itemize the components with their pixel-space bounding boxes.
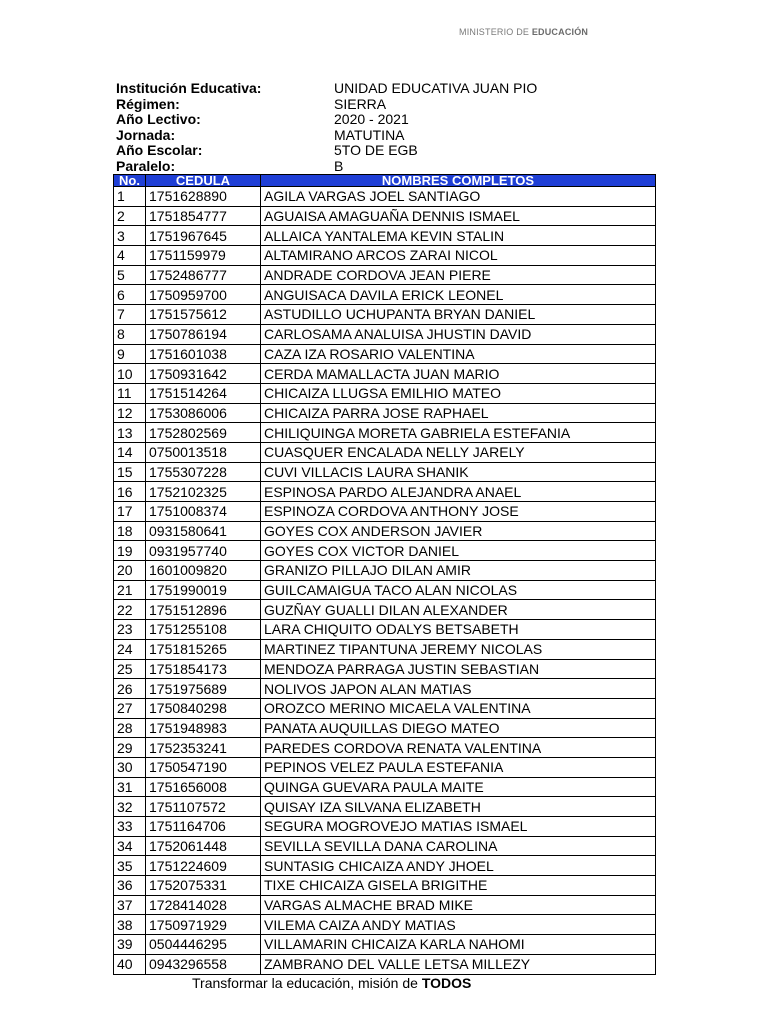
cell-cedula: 1751107572 xyxy=(146,797,261,817)
table-row xyxy=(114,226,656,246)
cell-cedula: 1753086006 xyxy=(146,403,261,423)
cell-cedula: 1751164706 xyxy=(146,817,261,837)
table-row xyxy=(114,698,656,718)
cell-cedula: 1751975689 xyxy=(146,679,261,699)
cell-no: 9 xyxy=(114,344,146,364)
table-row xyxy=(114,206,656,226)
cell-cedula: 1752102325 xyxy=(146,482,261,502)
cell-cedula: 1750959700 xyxy=(146,285,261,305)
info-value: B xyxy=(334,157,344,174)
cell-cedula: 0504446295 xyxy=(146,935,261,955)
table-row xyxy=(114,502,656,522)
cell-cedula: 1751224609 xyxy=(146,856,261,876)
table-row xyxy=(114,265,656,285)
cell-no: 17 xyxy=(114,502,146,522)
cell-cedula: 1751601038 xyxy=(146,344,261,364)
table-row xyxy=(114,344,656,364)
cell-cedula: 1751948983 xyxy=(146,718,261,738)
cell-nombre: CAZA IZA ROSARIO VALENTINA xyxy=(261,344,656,364)
header-nombres: NOMBRES COMPLETOS xyxy=(261,175,656,187)
table-row xyxy=(114,915,656,935)
cell-no: 24 xyxy=(114,639,146,659)
table-row xyxy=(114,561,656,581)
cell-no: 14 xyxy=(114,442,146,462)
cell-no: 33 xyxy=(114,817,146,837)
footer-slogan xyxy=(192,975,471,991)
cell-nombre: PAREDES CORDOVA RENATA VALENTINA xyxy=(261,738,656,758)
cell-no: 38 xyxy=(114,915,146,935)
cell-nombre: PEPINOS VELEZ PAULA ESTEFANIA xyxy=(261,757,656,777)
table-row xyxy=(114,659,656,679)
cell-nombre: CUASQUER ENCALADA NELLY JARELY xyxy=(261,442,656,462)
cell-no: 11 xyxy=(114,383,146,403)
cell-no: 3 xyxy=(114,226,146,246)
table-row xyxy=(114,383,656,403)
table-row xyxy=(114,876,656,896)
cell-no: 36 xyxy=(114,876,146,896)
cell-cedula: 1751854173 xyxy=(146,659,261,679)
cell-nombre: VILLAMARIN CHICAIZA KARLA NAHOMI xyxy=(261,935,656,955)
table-row xyxy=(114,797,656,817)
cell-nombre: CHILIQUINGA MORETA GABRIELA ESTEFANIA xyxy=(261,423,656,443)
cell-nombre: GUZÑAY GUALLI DILAN ALEXANDER xyxy=(261,600,656,620)
cell-no: 32 xyxy=(114,797,146,817)
cell-cedula: 0750013518 xyxy=(146,442,261,462)
cell-cedula: 1750840298 xyxy=(146,698,261,718)
table-row xyxy=(114,738,656,758)
table-row xyxy=(114,482,656,502)
cell-cedula: 0931957740 xyxy=(146,541,261,561)
table-row xyxy=(114,364,656,384)
cell-cedula: 0943296558 xyxy=(146,954,261,974)
cell-cedula: 1752061448 xyxy=(146,836,261,856)
cell-cedula: 1752802569 xyxy=(146,423,261,443)
cell-cedula: 1755307228 xyxy=(146,462,261,482)
cell-no: 12 xyxy=(114,403,146,423)
table-row xyxy=(114,817,656,837)
table-row xyxy=(114,856,656,876)
cell-nombre: LARA CHIQUITO ODALYS BETSABETH xyxy=(261,620,656,640)
cell-nombre: GOYES COX VICTOR DANIEL xyxy=(261,541,656,561)
cell-no: 31 xyxy=(114,777,146,797)
info-label: Régimen: xyxy=(116,95,180,112)
cell-no: 29 xyxy=(114,738,146,758)
table-row xyxy=(114,423,656,443)
cell-cedula: 1751656008 xyxy=(146,777,261,797)
table-row xyxy=(114,305,656,325)
cell-cedula: 1751854777 xyxy=(146,206,261,226)
info-label: Institución Educativa: xyxy=(116,80,262,96)
table-row xyxy=(114,246,656,266)
cell-nombre: ESPINOZA CORDOVA ANTHONY JOSE xyxy=(261,502,656,522)
cell-cedula: 1751575612 xyxy=(146,305,261,325)
cell-cedula: 1752353241 xyxy=(146,738,261,758)
cell-no: 20 xyxy=(114,561,146,581)
table-row xyxy=(114,954,656,974)
cell-cedula: 1752486777 xyxy=(146,265,261,285)
header-cedula: CEDULA xyxy=(146,175,261,187)
cell-nombre: NOLIVOS JAPON ALAN MATIAS xyxy=(261,679,656,699)
cell-nombre: PANATA AUQUILLAS DIEGO MATEO xyxy=(261,718,656,738)
cell-no: 4 xyxy=(114,246,146,266)
table-row xyxy=(114,777,656,797)
cell-cedula: 1728414028 xyxy=(146,895,261,915)
cell-no: 22 xyxy=(114,600,146,620)
table-row xyxy=(114,324,656,344)
cell-cedula: 1751628890 xyxy=(146,187,261,207)
cell-no: 30 xyxy=(114,757,146,777)
cell-cedula: 1750547190 xyxy=(146,757,261,777)
cell-nombre: GRANIZO PILLAJO DILAN AMIR xyxy=(261,561,656,581)
table-row xyxy=(114,679,656,699)
table-row xyxy=(114,187,656,207)
cell-cedula: 1601009820 xyxy=(146,561,261,581)
table-row xyxy=(114,580,656,600)
cell-no: 27 xyxy=(114,698,146,718)
cell-no: 13 xyxy=(114,423,146,443)
cell-nombre: GOYES COX ANDERSON JAVIER xyxy=(261,521,656,541)
info-label: Año Escolar: xyxy=(116,142,203,158)
cell-cedula: 1751815265 xyxy=(146,639,261,659)
footer-text: Transformar la educación, misión de xyxy=(192,975,422,991)
cell-cedula: 1750971929 xyxy=(146,915,261,935)
cell-cedula: 1751967645 xyxy=(146,226,261,246)
cell-no: 34 xyxy=(114,836,146,856)
cell-nombre: SEGURA MOGROVEJO MATIAS ISMAEL xyxy=(261,817,656,837)
cell-nombre: VILEMA CAIZA ANDY MATIAS xyxy=(261,915,656,935)
cell-no: 1 xyxy=(114,187,146,207)
cell-cedula: 1750931642 xyxy=(146,364,261,384)
cell-nombre: ZAMBRANO DEL VALLE LETSA MILLEZY xyxy=(261,954,656,974)
cell-no: 8 xyxy=(114,324,146,344)
cell-nombre: SEVILLA SEVILLA DANA CAROLINA xyxy=(261,836,656,856)
cell-no: 16 xyxy=(114,482,146,502)
cell-nombre: CARLOSAMA ANALUISA JHUSTIN DAVID xyxy=(261,324,656,344)
cell-no: 35 xyxy=(114,856,146,876)
cell-nombre: CHICAIZA LLUGSA EMILHIO MATEO xyxy=(261,383,656,403)
footer-bold: TODOS xyxy=(421,975,472,991)
table-row xyxy=(114,285,656,305)
info-value: MATUTINA xyxy=(334,126,405,143)
cell-no: 19 xyxy=(114,541,146,561)
table-row xyxy=(114,836,656,856)
table-row xyxy=(114,639,656,659)
cell-nombre: CERDA MAMALLACTA JUAN MARIO xyxy=(261,364,656,384)
cell-no: 2 xyxy=(114,206,146,226)
cell-nombre: CUVI VILLACIS LAURA SHANIK xyxy=(261,462,656,482)
table-row xyxy=(114,442,656,462)
table-row xyxy=(114,541,656,561)
cell-nombre: MARTINEZ TIPANTUNA JEREMY NICOLAS xyxy=(261,639,656,659)
cell-no: 10 xyxy=(114,364,146,384)
cell-no: 40 xyxy=(114,954,146,974)
table-row xyxy=(114,895,656,915)
cell-cedula: 1751514264 xyxy=(146,383,261,403)
cell-cedula: 0931580641 xyxy=(146,521,261,541)
cell-nombre: ALTAMIRANO ARCOS ZARAI NICOL xyxy=(261,246,656,266)
cell-no: 18 xyxy=(114,521,146,541)
info-label: Paralelo: xyxy=(116,157,176,174)
cell-no: 5 xyxy=(114,265,146,285)
table-header-row xyxy=(114,175,656,187)
ministerio-prefix: MINISTERIO DE xyxy=(459,27,532,37)
info-value: 5TO DE EGB xyxy=(334,142,418,158)
cell-nombre: OROZCO MERINO MICAELA VALENTINA xyxy=(261,698,656,718)
info-label: Jornada: xyxy=(116,126,176,143)
cell-nombre: AGUAISA AMAGUAÑA DENNIS ISMAEL xyxy=(261,206,656,226)
cell-no: 21 xyxy=(114,580,146,600)
table-row xyxy=(114,462,656,482)
cell-nombre: VARGAS ALMACHE BRAD MIKE xyxy=(261,895,656,915)
cell-nombre: QUINGA GUEVARA PAULA MAITE xyxy=(261,777,656,797)
info-label: Año Lectivo: xyxy=(116,111,201,127)
student-roster-table xyxy=(113,174,656,975)
cell-no: 37 xyxy=(114,895,146,915)
header-no: No. xyxy=(114,175,146,187)
table-row xyxy=(114,600,656,620)
info-value: SIERRA xyxy=(334,95,387,112)
cell-cedula: 1751008374 xyxy=(146,502,261,522)
cell-nombre: SUNTASIG CHICAIZA ANDY JHOEL xyxy=(261,856,656,876)
cell-no: 23 xyxy=(114,620,146,640)
cell-nombre: ALLAICA YANTALEMA KEVIN STALIN xyxy=(261,226,656,246)
cell-nombre: ANGUISACA DAVILA ERICK LEONEL xyxy=(261,285,656,305)
cell-nombre: TIXE CHICAIZA GISELA BRIGITHE xyxy=(261,876,656,896)
table-row xyxy=(114,935,656,955)
table-row xyxy=(114,521,656,541)
info-value: UNIDAD EDUCATIVA JUAN PIO xyxy=(334,80,538,96)
cell-no: 25 xyxy=(114,659,146,679)
cell-no: 39 xyxy=(114,935,146,955)
table-row xyxy=(114,620,656,640)
cell-no: 15 xyxy=(114,462,146,482)
cell-nombre: MENDOZA PARRAGA JUSTIN SEBASTIAN xyxy=(261,659,656,679)
cell-cedula: 1751159979 xyxy=(146,246,261,266)
table-row xyxy=(114,403,656,423)
cell-no: 26 xyxy=(114,679,146,699)
cell-cedula: 1751990019 xyxy=(146,580,261,600)
cell-nombre: AGILA VARGAS JOEL SANTIAGO xyxy=(261,187,656,207)
cell-nombre: ANDRADE CORDOVA JEAN PIERE xyxy=(261,265,656,285)
ministerio-logo xyxy=(459,27,588,37)
cell-nombre: ESPINOSA PARDO ALEJANDRA ANAEL xyxy=(261,482,656,502)
cell-nombre: CHICAIZA PARRA JOSE RAPHAEL xyxy=(261,403,656,423)
cell-no: 28 xyxy=(114,718,146,738)
cell-cedula: 1751512896 xyxy=(146,600,261,620)
cell-nombre: QUISAY IZA SILVANA ELIZABETH xyxy=(261,797,656,817)
cell-nombre: ASTUDILLO UCHUPANTA BRYAN DANIEL xyxy=(261,305,656,325)
cell-cedula: 1750786194 xyxy=(146,324,261,344)
cell-cedula: 1751255108 xyxy=(146,620,261,640)
ministerio-bold: EDUCACIÓN xyxy=(531,27,589,37)
cell-no: 7 xyxy=(114,305,146,325)
cell-no: 6 xyxy=(114,285,146,305)
cell-nombre: GUILCAMAIGUA TACO ALAN NICOLAS xyxy=(261,580,656,600)
info-value: 2020 - 2021 xyxy=(334,111,409,127)
cell-cedula: 1752075331 xyxy=(146,876,261,896)
table-row xyxy=(114,757,656,777)
table-row xyxy=(114,718,656,738)
